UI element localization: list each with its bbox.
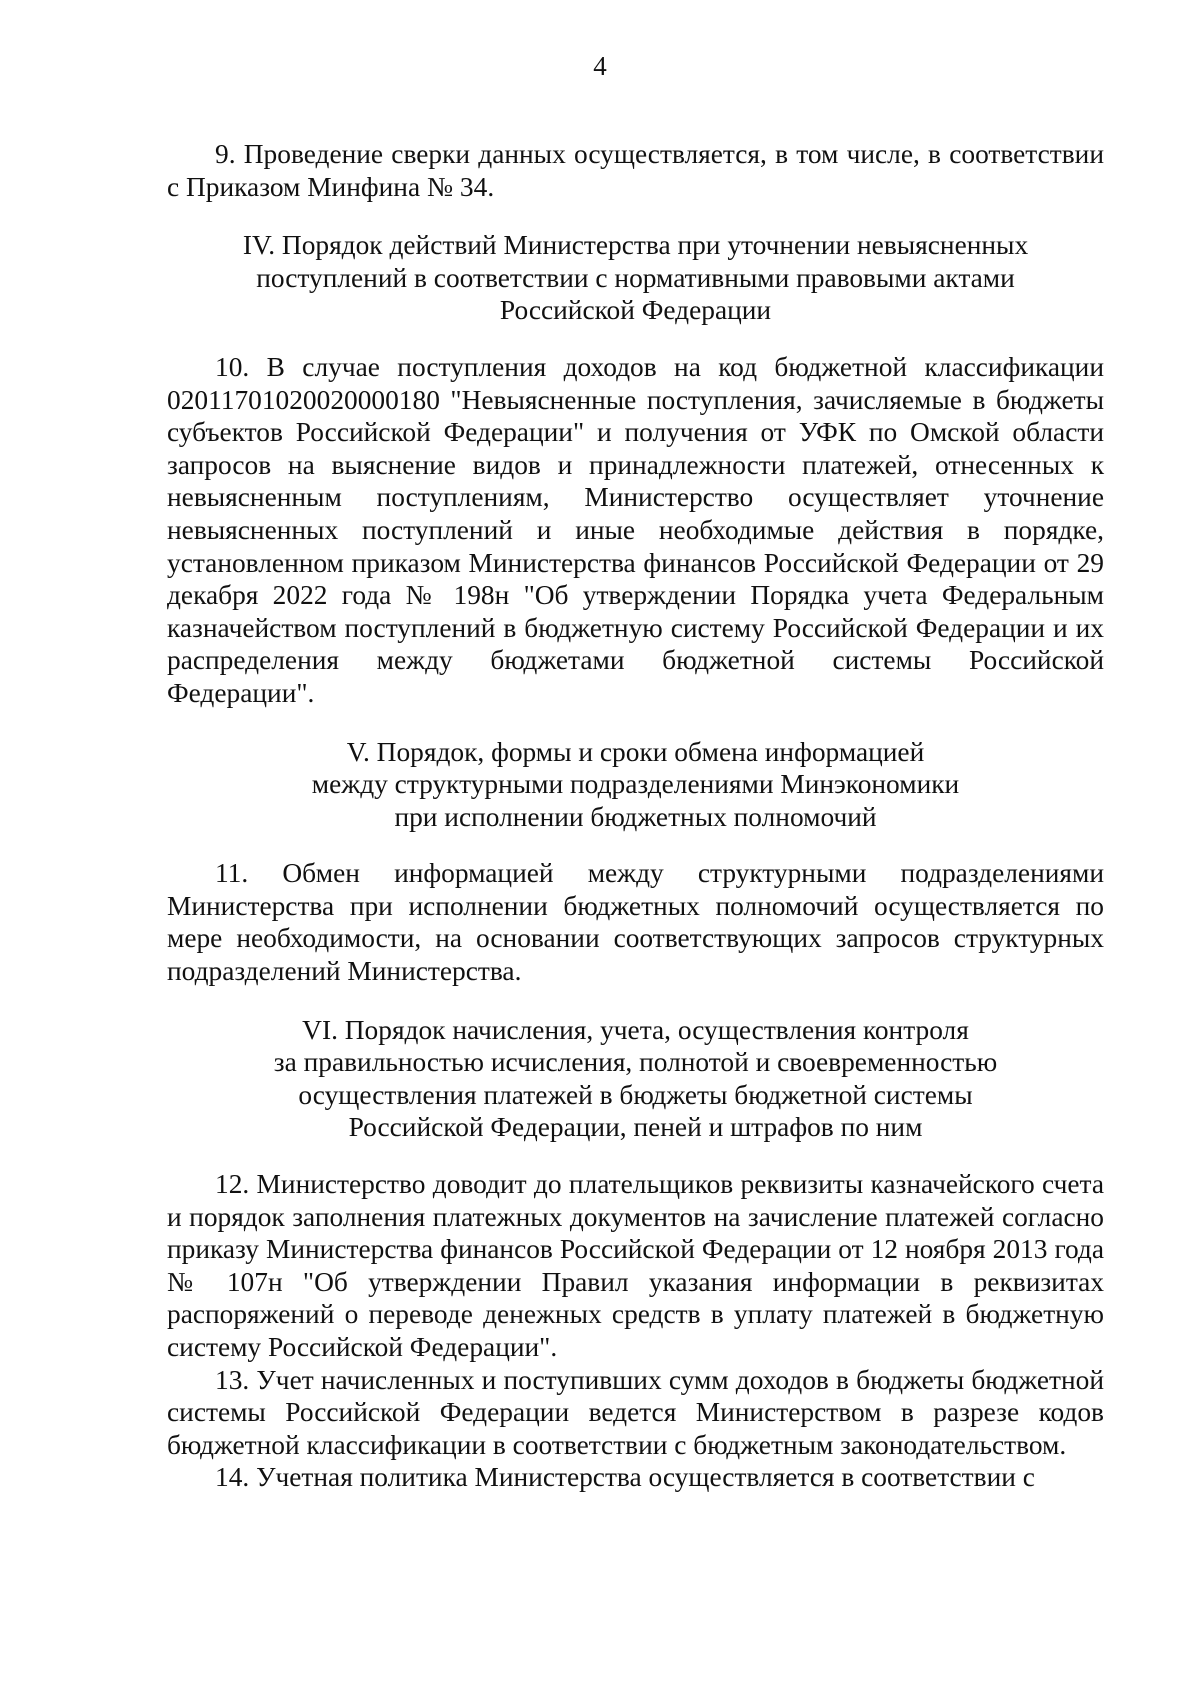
section-heading-vi — [167, 1014, 1104, 1144]
heading-line: IV. Порядок действий Министерства при уточнении невыясненных — [242, 230, 1029, 261]
heading-line: VI. Порядок начисления, учета, осуществления контроля — [302, 1014, 969, 1045]
heading-line: между структурными подразделениями Минэкономики — [311, 769, 960, 800]
document-body — [167, 138, 1104, 1494]
heading-line: за правильностью исчисления, полнотой и своевременностью — [273, 1047, 998, 1078]
heading-line: Российской Федерации — [499, 295, 772, 326]
paragraph-13: 13. Учет начисленных и поступивших сумм доходов в бюджеты бюджетной системы Российской Федерации ведется Министерством в разрезе кодов бюджетной классификации в соответствии с бюджетным законодательством. — [167, 1364, 1104, 1460]
paragraph-9: 9. Проведение сверки данных осуществляется, в том числе, в соответствии с Приказом Минфина № 34. — [167, 139, 1104, 202]
paragraph-12: 12. Министерство доводит до плательщиков реквизиты казначейского счета и порядок заполнения платежных документов на зачисление платежей согласно приказу Министерства финансов Российской Федерации от 12 ноября 2013 года № 107н "Об утверждении Правил указания информации в реквизитах распоряжений о переводе денежных средств в уплату платежей в бюджетную систему Российской Федерации". — [167, 1169, 1104, 1362]
paragraph-11: 11. Обмен информацией между структурными подразделениями Министерства при исполнении бюджетных полномочий осуществляется по мере необходимости, на основании соответствующих запросов структурных подразделений Министерства. — [167, 858, 1104, 987]
heading-line: V. Порядок, формы и сроки обмена информацией — [346, 736, 925, 767]
heading-line: при исполнении бюджетных полномочий — [394, 801, 877, 832]
paragraph-10: 10. В случае поступления доходов на код бюджетной классификации 02011701020020000180 "Невыясненные поступления, зачисляемые в бюджеты субъектов Российской Федерации" и получения от УФК по Омской области запросов на выяснение видов и принадлежности платежей, отнесенных к невыясненным поступлениям, Министерство осуществляет уточнение невыясненных поступлений и иные необходимые действия в порядке, установленном приказом Министерства финансов Российской Федерации от 29 декабря 2022 года № 198н "Об утверждении Порядка учета Федеральным казначейством поступлений в бюджетную систему Российской Федерации и их распределения между бюджетами бюджетной системы Российской Федерации". — [167, 351, 1104, 708]
heading-line: поступлений в соответствии с нормативными правовыми актами — [256, 262, 1015, 293]
section-heading-iv — [167, 229, 1104, 327]
page-number: 4 — [593, 51, 607, 81]
heading-line: осуществления платежей в бюджеты бюджетной системы — [298, 1079, 973, 1110]
section-heading-v — [167, 736, 1104, 834]
heading-line: Российской Федерации, пеней и штрафов по ним — [348, 1112, 923, 1143]
paragraph-14: 14. Учетная политика Министерства осуществляется в соответствии с — [215, 1462, 1035, 1493]
